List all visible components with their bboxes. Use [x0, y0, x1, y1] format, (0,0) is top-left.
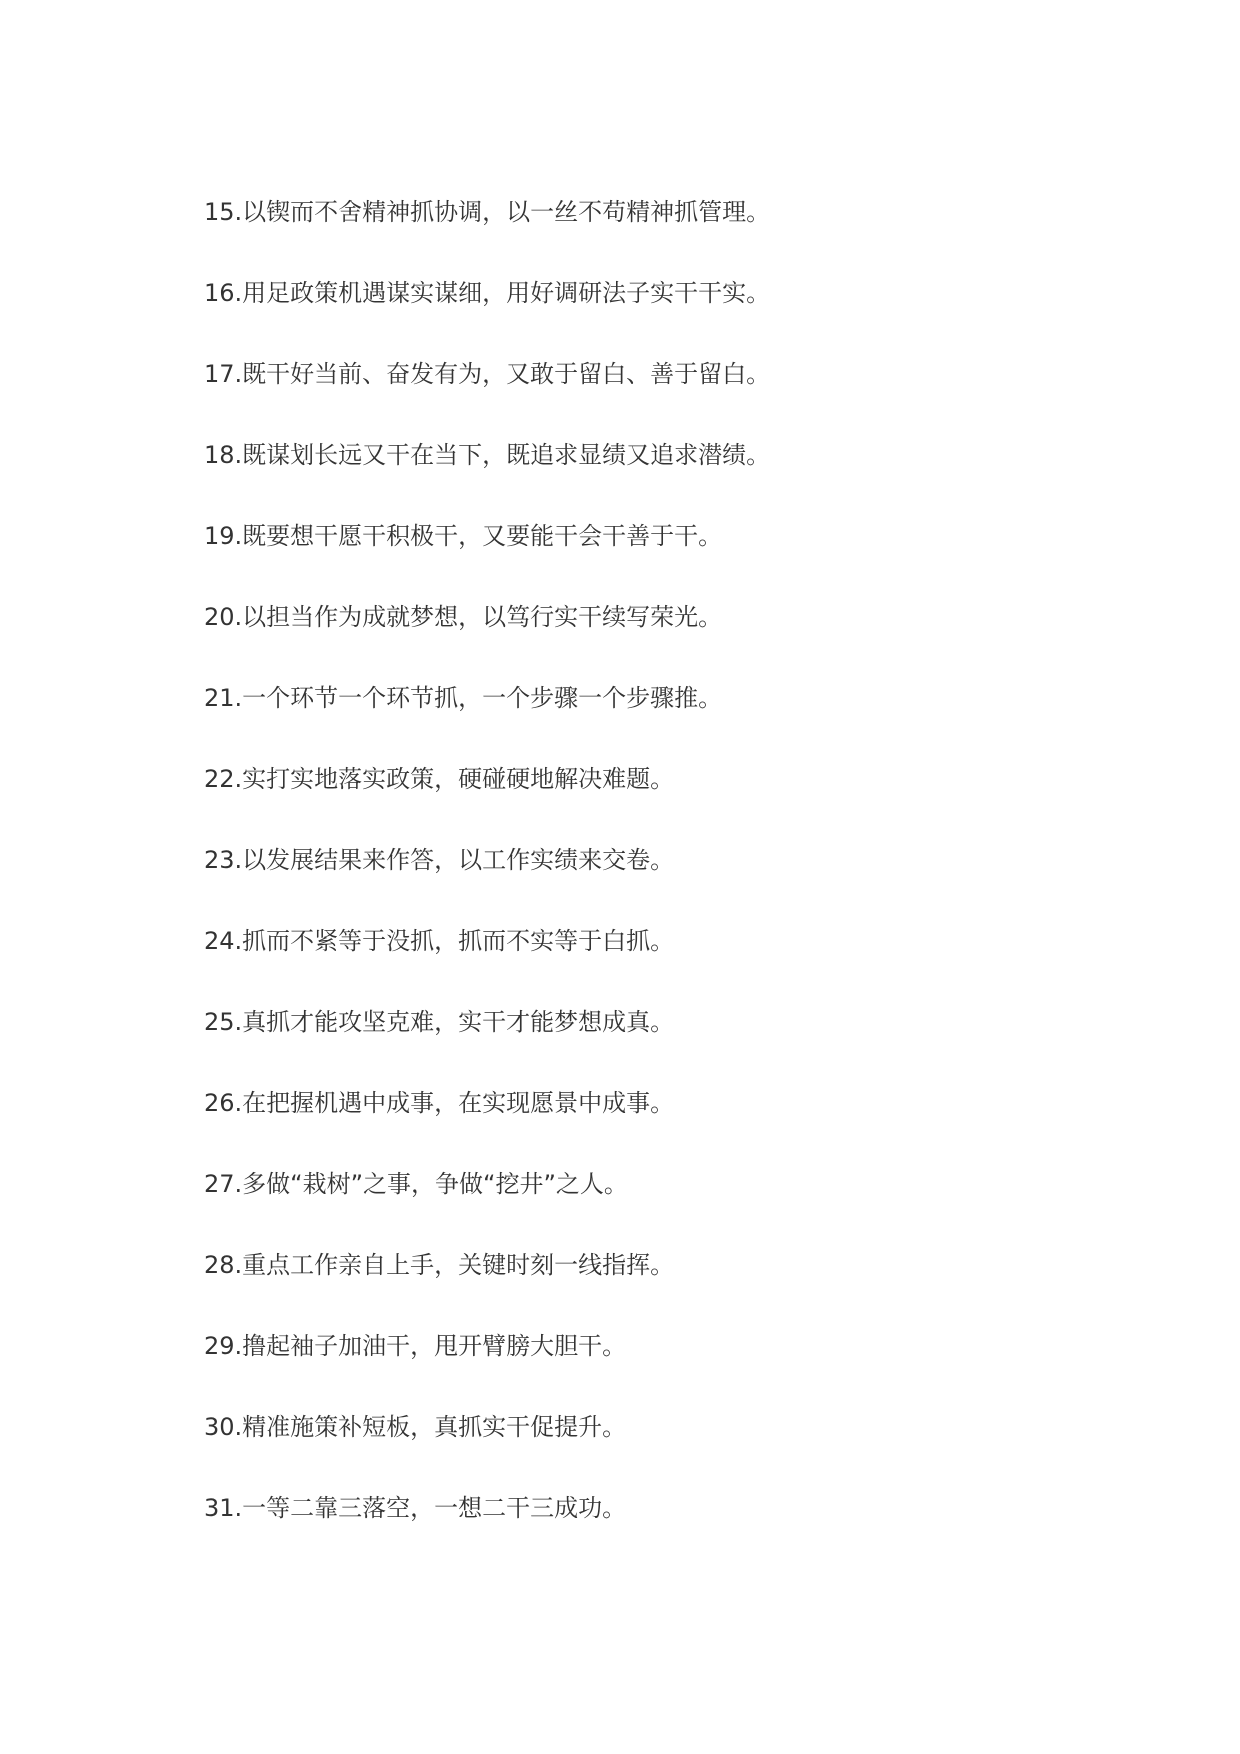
- list-item: 24.抓而不紧等于没抓，抓而不实等于白抓。: [204, 927, 675, 955]
- list-item: 15.以锲而不舍精神抓协调，以一丝不苟精神抓管理。: [204, 198, 771, 226]
- list-item: 28.重点工作亲自上手，关键时刻一线指挥。: [204, 1251, 675, 1279]
- list-item: 16.用足政策机遇谋实谋细，用好调研法子实干干实。: [204, 279, 771, 307]
- list-item: 21.一个环节一个环节抓，一个步骤一个步骤推。: [204, 684, 723, 712]
- list-item: 17.既干好当前、奋发有为，又敢于留白、善于留白。: [204, 360, 771, 388]
- list-item: 30.精准施策补短板，真抓实干促提升。: [204, 1413, 627, 1441]
- list-item: 29.撸起袖子加油干，甩开臂膀大胆干。: [204, 1332, 627, 1360]
- list-item: 31.一等二靠三落空，一想二干三成功。: [204, 1494, 627, 1522]
- list-item: 26.在把握机遇中成事，在实现愿景中成事。: [204, 1089, 675, 1117]
- list-item: 27.多做“栽树”之事，争做“挖井”之人。: [204, 1170, 628, 1198]
- slogan-list: [204, 197, 1104, 1574]
- list-item: 18.既谋划长远又干在当下，既追求显绩又追求潜绩。: [204, 441, 771, 469]
- list-item: 25.真抓才能攻坚克难，实干才能梦想成真。: [204, 1008, 675, 1036]
- list-item: 23.以发展结果来作答，以工作实绩来交卷。: [204, 846, 675, 874]
- list-item: 20.以担当作为成就梦想，以笃行实干续写荣光。: [204, 603, 723, 631]
- list-item: 22.实打实地落实政策，硬碰硬地解决难题。: [204, 765, 675, 793]
- list-item: 19.既要想干愿干积极干，又要能干会干善于干。: [204, 522, 723, 550]
